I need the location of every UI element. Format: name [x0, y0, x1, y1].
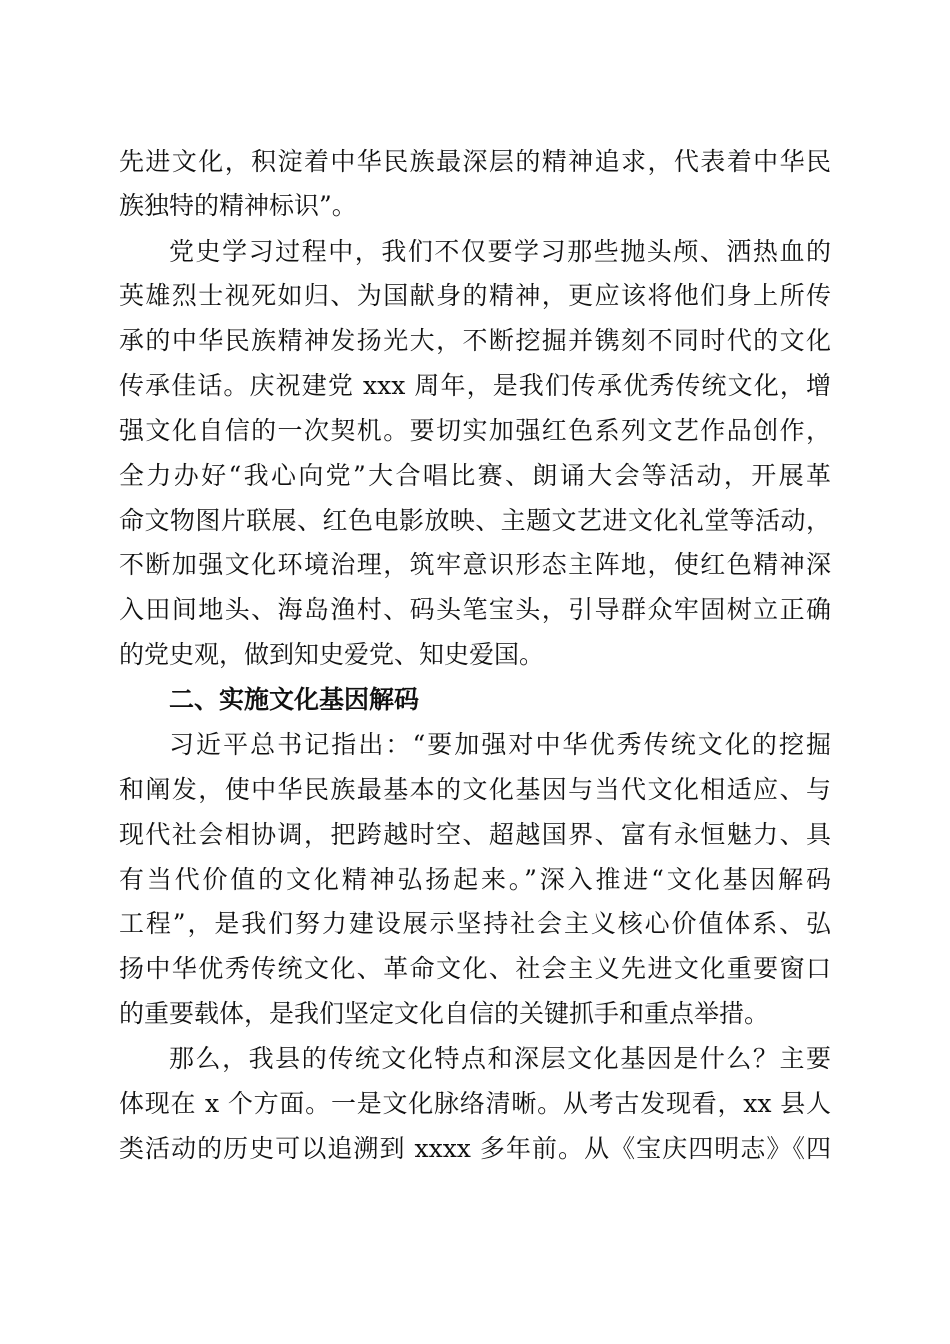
text-line: 命文物图片联展、红色电影放映、主题文艺进文化礼堂等活动，	[119, 506, 831, 535]
text-line: 强文化自信的一次契机。要切实加强红色系列文艺作品创作，	[119, 416, 831, 445]
text-line: 英雄烈士视死如归、为国献身的精神，更应该将他们身上所传	[119, 281, 831, 310]
text-line: 和阐发，使中华民族最基本的文化基因与当代文化相适应、与	[119, 775, 831, 804]
text-line: 不断加强文化环境治理，筑牢意识形态主阵地，使红色精神深	[119, 550, 831, 579]
text-line: 那么，我县的传统文化特点和深层文化基因是什么？主要	[169, 1044, 831, 1073]
text-line: 有当代价值的文化精神弘扬起来。”深入推进“文化基因解码	[119, 865, 831, 894]
text-line: 入田间地头、海岛渔村、码头笔宝头，引导群众牢固树立正确	[119, 595, 831, 624]
text-line: 工程”，是我们努力建设展示坚持社会主义核心价值体系、弘	[119, 909, 831, 938]
text-line: 传承佳话。庆祝建党 xxx 周年，是我们传承优秀传统文化，增	[119, 371, 831, 400]
text-line: 族独特的精神标识”。	[119, 191, 357, 220]
section-heading: 二、实施文化基因解码	[169, 685, 420, 714]
text-line: 的党史观，做到知史爱党、知史爱国。	[119, 640, 545, 669]
text-line: 习近平总书记指出：“要加强对中华优秀传统文化的挖掘	[169, 730, 831, 759]
text-line: 的重要载体，是我们坚定文化自信的关键抓手和重点举措。	[119, 999, 770, 1028]
text-line: 扬中华优秀传统文化、革命文化、社会主义先进文化重要窗口	[119, 954, 831, 983]
text-line: 类活动的历史可以追溯到 xxxx 多年前。从《宝庆四明志》《四	[119, 1134, 831, 1163]
text-line: 全力办好“我心向党”大合唱比赛、朗诵大会等活动，开展革	[119, 461, 831, 490]
text-line: 现代社会相协调，把跨越时空、超越国界、富有永恒魅力、具	[119, 820, 831, 849]
text-line: 体现在 x 个方面。一是文化脉络清晰。从考古发现看，xx 县人	[119, 1089, 831, 1118]
text-line: 承的中华民族精神发扬光大，不断挖掘并镌刻不同时代的文化	[119, 326, 831, 355]
text-line: 先进文化，积淀着中华民族最深层的精神追求，代表着中华民	[119, 147, 831, 176]
text-line: 党史学习过程中，我们不仅要学习那些抛头颅、洒热血的	[169, 237, 831, 266]
